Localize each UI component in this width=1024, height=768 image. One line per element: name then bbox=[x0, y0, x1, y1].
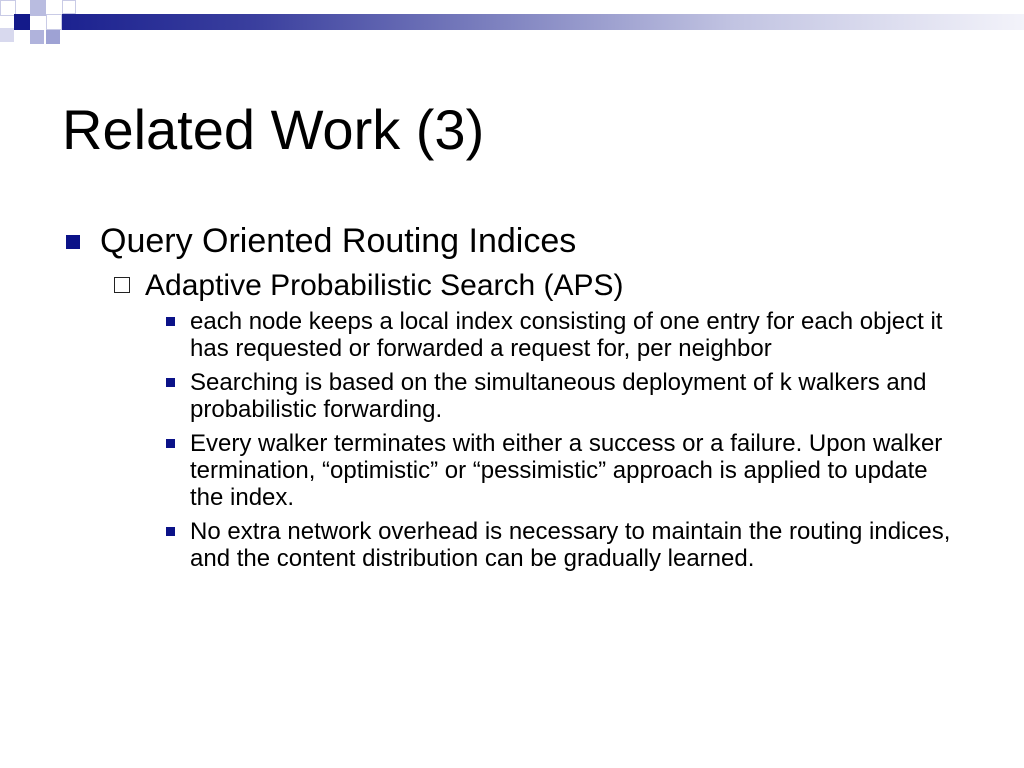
decor-square bbox=[14, 14, 30, 30]
small-square-bullet-icon bbox=[166, 378, 175, 387]
list-item-text: Searching is based on the simultaneous deployment of k walkers and probabilistic forwarding. bbox=[190, 369, 927, 423]
decor-square bbox=[0, 28, 14, 42]
list-item bbox=[190, 369, 952, 423]
bullet-level2-text: Adaptive Probabilistic Search (APS) bbox=[145, 269, 624, 302]
bullet-level3-list bbox=[190, 308, 962, 572]
bullet-level1 bbox=[62, 218, 962, 264]
header-gradient-bar bbox=[62, 14, 1024, 30]
small-square-bullet-icon bbox=[166, 317, 175, 326]
decor-square bbox=[46, 30, 60, 44]
list-item-text: each node keeps a local index consisting of one entry for each object it has requested or forwarded a request for, per neighbor bbox=[190, 308, 943, 362]
hollow-square-bullet-icon bbox=[114, 277, 130, 293]
list-item bbox=[190, 430, 952, 511]
slide-content bbox=[62, 218, 962, 579]
bullet-level2 bbox=[145, 264, 962, 308]
list-item-text: Every walker terminates with either a success or a failure. Upon walker termination, “optimistic” or “pessimistic” approach is applied to update the index. bbox=[190, 430, 943, 511]
decor-square bbox=[46, 14, 62, 30]
slide-title: Related Work (3) bbox=[62, 98, 485, 161]
small-square-bullet-icon bbox=[166, 527, 175, 536]
filled-square-bullet-icon bbox=[66, 235, 80, 249]
decor-square bbox=[30, 30, 44, 44]
list-item bbox=[190, 518, 952, 572]
list-item-text: No extra network overhead is necessary to maintain the routing indices, and the content distribution can be gradually learned. bbox=[190, 518, 951, 572]
list-item bbox=[190, 308, 952, 362]
decor-square bbox=[30, 0, 46, 16]
bullet-level1-text: Query Oriented Routing Indices bbox=[100, 222, 577, 260]
decor-square bbox=[62, 0, 76, 14]
small-square-bullet-icon bbox=[166, 439, 175, 448]
